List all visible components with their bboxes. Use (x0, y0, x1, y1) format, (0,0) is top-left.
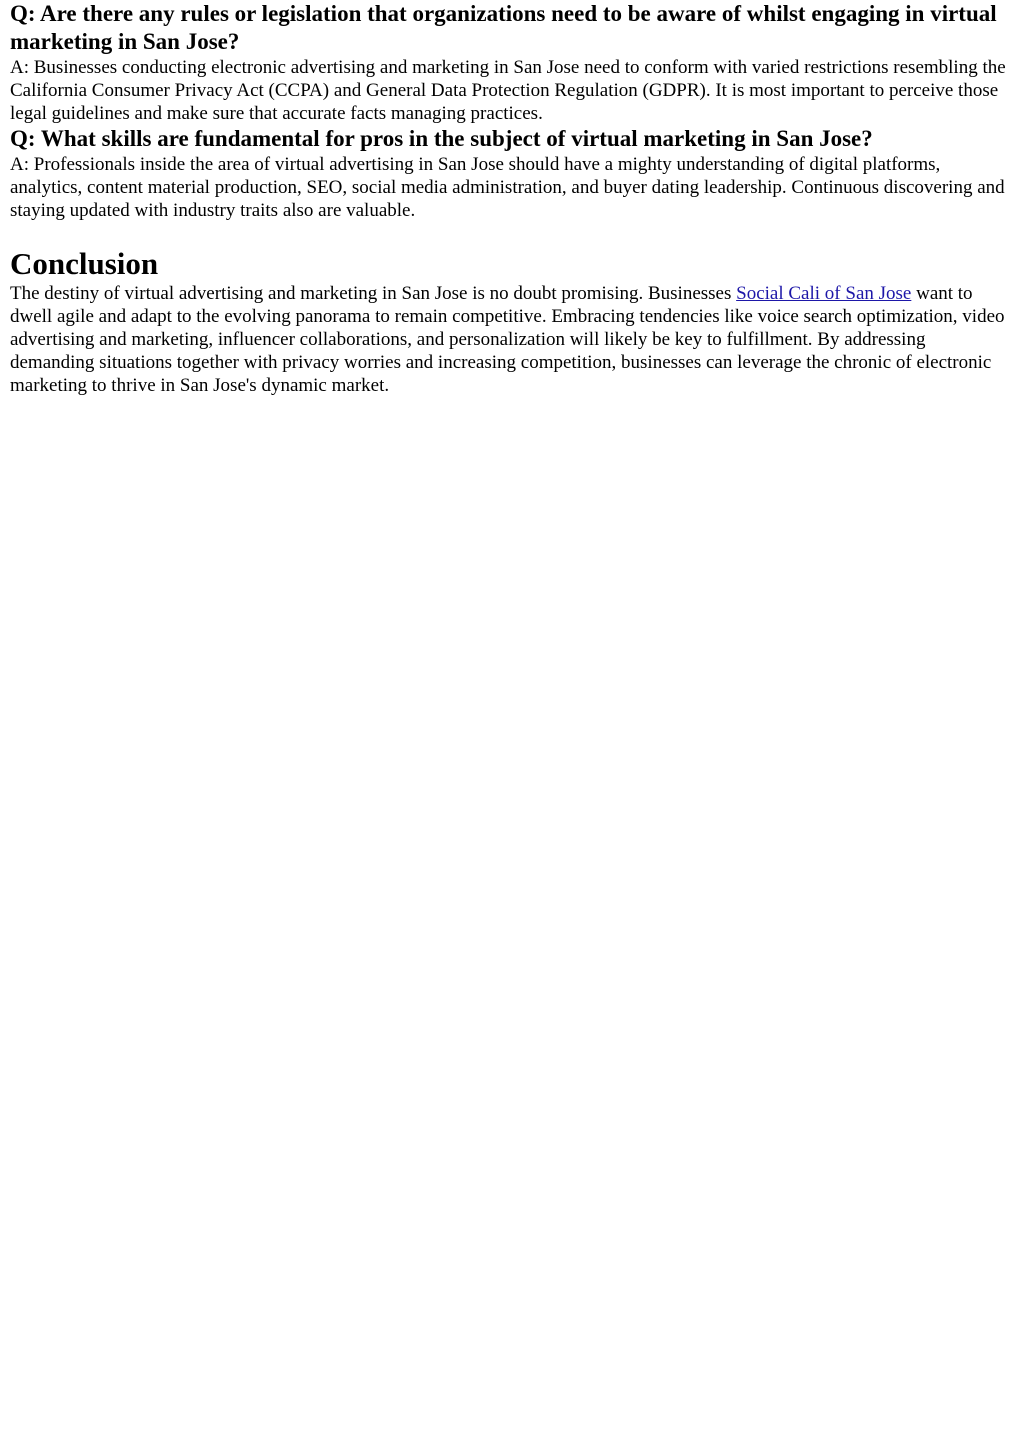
conclusion-text-start: The destiny of virtual advertising and marketing in San Jose is no doubt promising. Businesses (10, 283, 737, 304)
document-page (0, 0, 1024, 397)
faq-answer-2: A: Professionals inside the area of virtual advertising in San Jose should have a mighty understanding of digital platforms, analytics, content material production, SEO, social media administration, and buyer dating leadership. Continuous discovering and staying updated with industry traits also are valuable. (10, 154, 1005, 221)
conclusion-heading: Conclusion (10, 246, 159, 281)
conclusion-text-end: want to dwell agile and adapt to the evolving panorama to remain competitive. Embracing tendencies like voice search optimization, video advertising and marketing, influencer collaborations, and personalization will likely be key to fulfillment. By addressing demanding situations together with privacy worries and increasing competition, businesses can leverage the chronic of electronic marketing to thrive in San Jose's dynamic market. (10, 283, 1005, 396)
social-cali-link[interactable]: Social Cali of San Jose (736, 283, 912, 304)
faq-answer-1: A: Businesses conducting electronic advertising and marketing in San Jose need to conform with varied restrictions resembling the California Consumer Privacy Act (CCPA) and General Data Protection Regulation (GDPR). It is most important to perceive those legal guidelines and make sure that accurate facts managing practices. (10, 57, 1006, 124)
faq-question-2: Q: What skills are fundamental for pros in the subject of virtual marketing in San Jose? (10, 126, 873, 151)
faq-question-1: Q: Are there any rules or legislation that organizations need to be aware of whilst engaging in virtual marketing in San Jose? (10, 1, 997, 54)
conclusion-paragraph (10, 282, 1014, 397)
